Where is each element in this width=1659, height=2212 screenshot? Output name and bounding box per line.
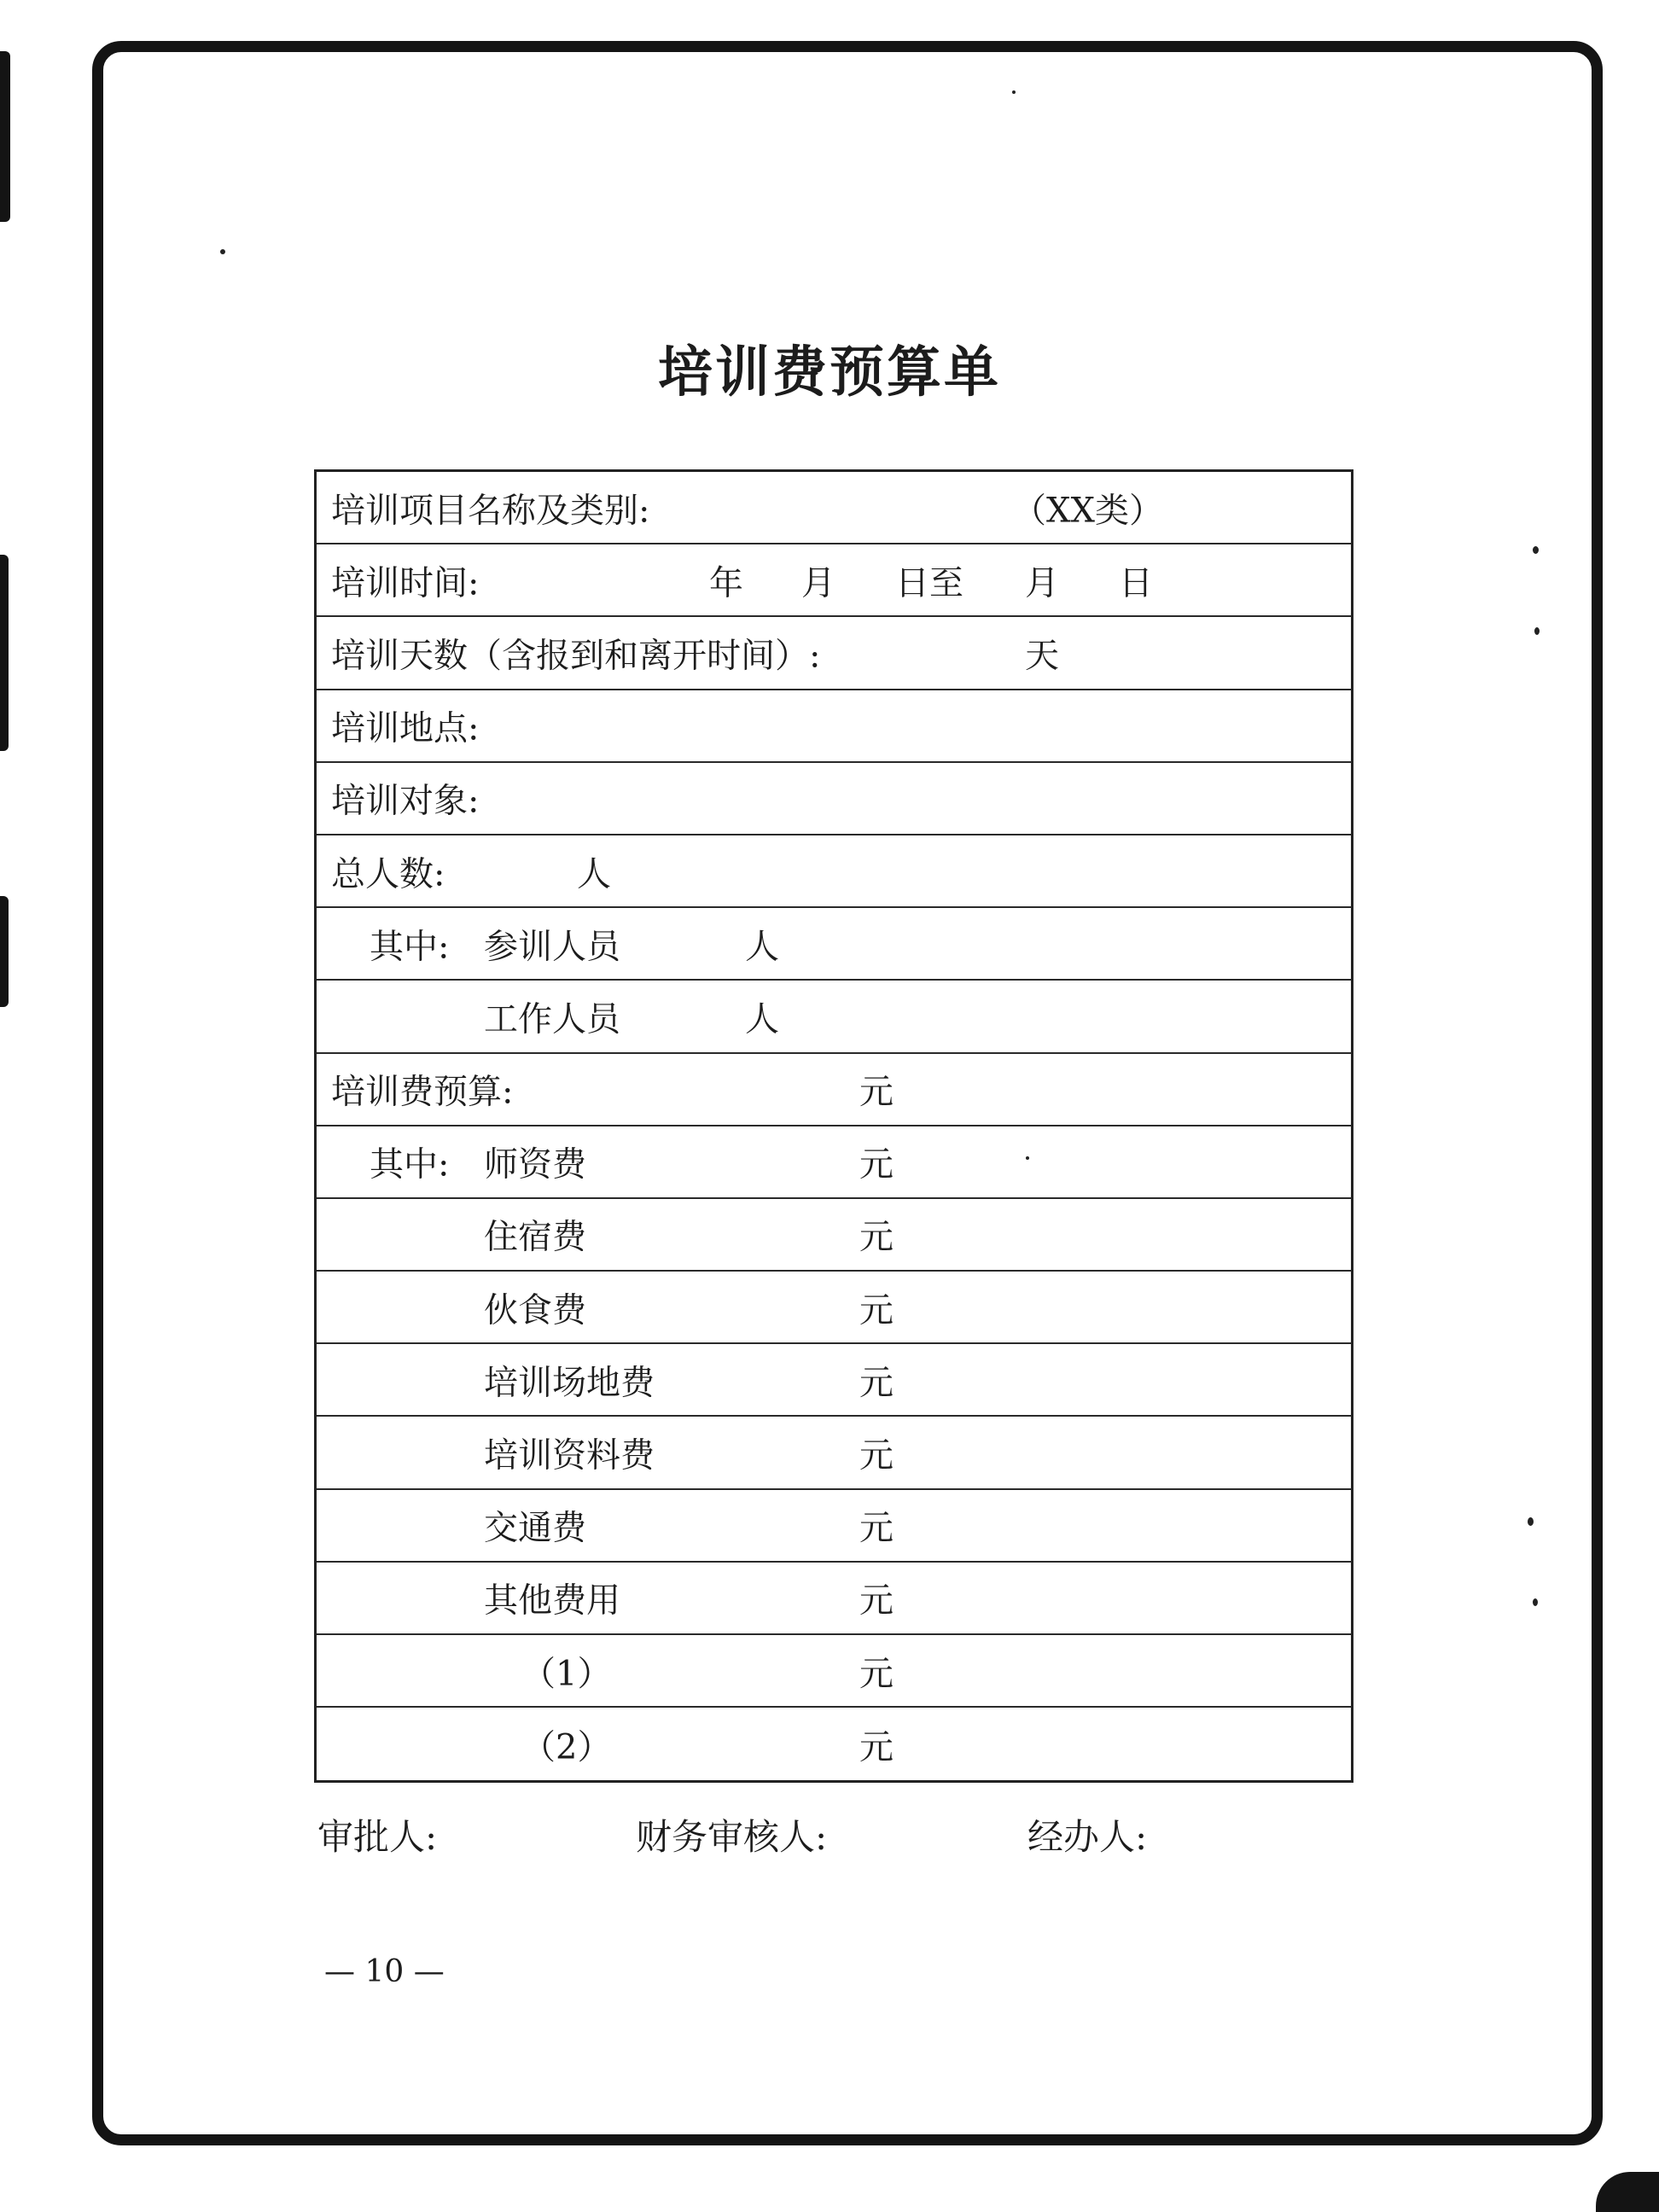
among-label: 其中:	[370, 927, 450, 967]
materials-label: 培训资料费	[484, 1435, 655, 1476]
item2-label: （2）	[521, 1727, 612, 1767]
row-materials	[317, 1417, 1351, 1489]
scan-speck	[1533, 1598, 1538, 1606]
row-transport	[317, 1490, 1351, 1563]
meals-unit: 元	[859, 1290, 894, 1330]
row-teacher	[317, 1126, 1351, 1199]
binding-mark	[1596, 2172, 1659, 2212]
row-other	[317, 1563, 1351, 1635]
row-budget	[317, 1054, 1351, 1126]
among-label-2: 其中:	[370, 1144, 450, 1185]
budget-unit: 元	[859, 1072, 894, 1112]
other-label: 其他费用	[484, 1580, 620, 1621]
document-title: 培训费预算单	[658, 341, 1001, 405]
time-day-to: 日至	[895, 563, 963, 603]
row-time	[317, 544, 1351, 617]
teacher-unit: 元	[859, 1144, 894, 1185]
item2-unit: 元	[859, 1727, 894, 1767]
project-category: （XX类）	[1012, 491, 1163, 531]
other-unit: 元	[859, 1580, 894, 1621]
lodging-label: 住宿费	[484, 1217, 586, 1257]
budget-label: 培训费预算:	[331, 1072, 514, 1112]
scan-speck	[220, 249, 225, 254]
venue-label: 培训场地费	[484, 1363, 655, 1403]
row-lodging	[317, 1199, 1351, 1272]
row-trainees	[317, 908, 1351, 981]
row-item-1	[317, 1635, 1351, 1708]
transport-unit: 元	[859, 1508, 894, 1548]
venue-unit: 元	[859, 1363, 894, 1403]
binding-mark	[0, 555, 9, 751]
total-label: 总人数:	[331, 854, 445, 894]
trainees-label: 参训人员	[484, 927, 620, 967]
row-staff	[317, 981, 1351, 1053]
lodging-unit: 元	[859, 1217, 894, 1257]
scan-speck	[1534, 627, 1540, 635]
project-label: 培训项目名称及类别:	[331, 491, 650, 531]
page-number: — 10 —	[324, 1954, 445, 1989]
staff-label: 工作人员	[484, 999, 620, 1039]
budget-form-table	[314, 469, 1353, 1783]
time-day-end: 日	[1119, 563, 1153, 603]
trainees-unit: 人	[745, 927, 779, 967]
meals-label: 伙食费	[484, 1290, 586, 1330]
target-label: 培训对象:	[331, 781, 480, 821]
binding-mark	[0, 896, 9, 1007]
transport-label: 交通费	[484, 1508, 586, 1548]
handler-label: 经办人:	[1027, 1816, 1148, 1858]
days-unit: 天	[1025, 636, 1059, 676]
scan-speck	[1528, 1517, 1534, 1526]
approver-label: 审批人:	[317, 1816, 438, 1858]
time-month: 月	[801, 563, 835, 603]
location-label: 培训地点:	[331, 708, 480, 748]
teacher-label: 师资费	[484, 1144, 586, 1185]
finance-reviewer-label: 财务审核人:	[636, 1816, 828, 1858]
scan-speck	[1533, 546, 1539, 554]
total-unit: 人	[577, 854, 611, 894]
row-total	[317, 835, 1351, 908]
item1-label: （1）	[521, 1654, 612, 1694]
materials-unit: 元	[859, 1435, 894, 1476]
staff-unit: 人	[745, 999, 779, 1039]
item1-unit: 元	[859, 1654, 894, 1694]
row-meals	[317, 1272, 1351, 1344]
time-label: 培训时间:	[331, 563, 480, 603]
time-year: 年	[709, 563, 743, 603]
row-target	[317, 763, 1351, 835]
row-item-2	[317, 1708, 1351, 1780]
scan-speck	[1012, 90, 1016, 94]
binding-mark	[0, 51, 10, 222]
time-month-end: 月	[1025, 563, 1059, 603]
row-project	[317, 472, 1351, 544]
row-days	[317, 617, 1351, 690]
row-venue	[317, 1344, 1351, 1417]
days-label: 培训天数（含报到和离开时间）:	[331, 636, 821, 676]
row-location	[317, 690, 1351, 763]
